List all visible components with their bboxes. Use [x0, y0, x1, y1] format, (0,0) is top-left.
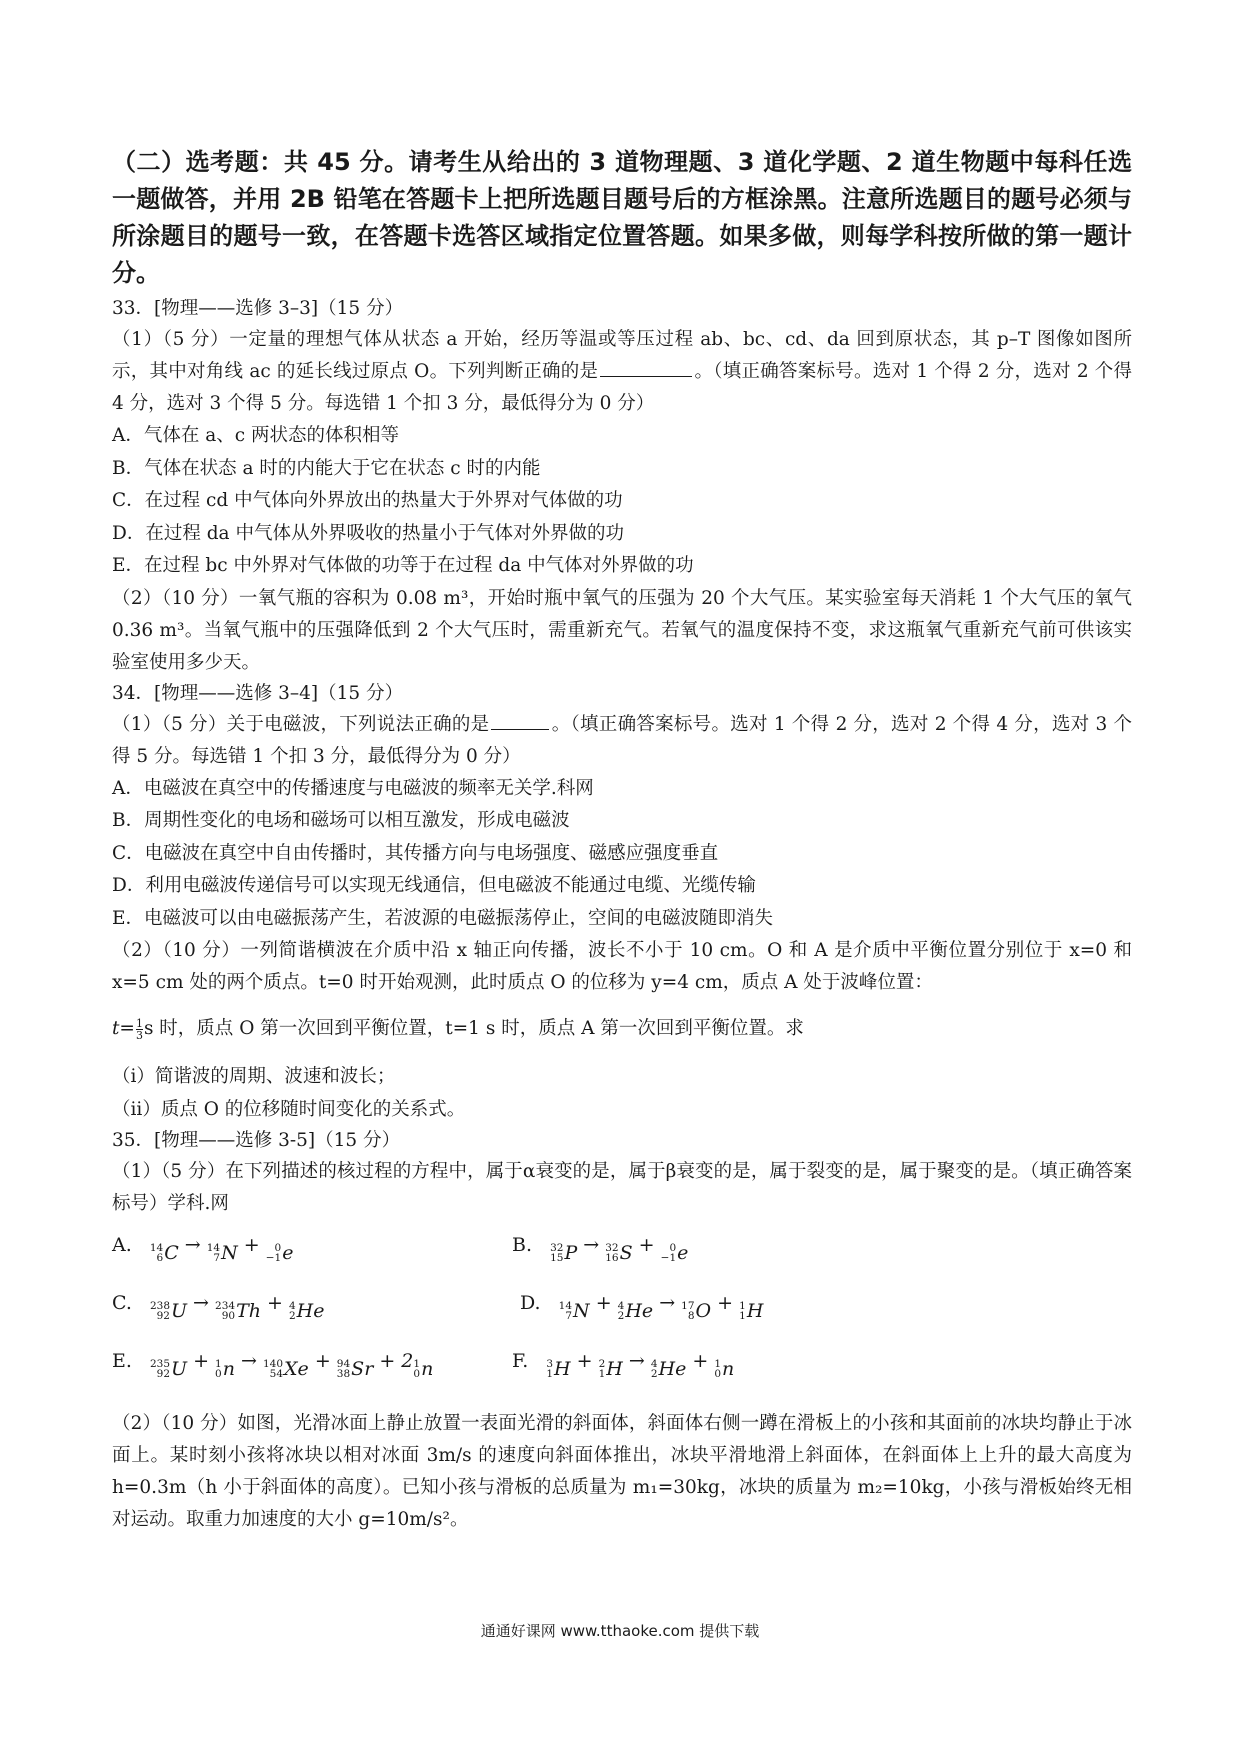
equation-b — [512, 1234, 1072, 1264]
q33-part1-text-b: 。（填正确答案标号。选对 1 个得 2 分，选对 2 个得 4 分，选对 3 个得 5 分。每选错 1 个扣 3 分，最低得分为 0 分） — [112, 361, 1132, 414]
q34-part1-text-b: 。（填正确答案标号。选对 1 个得 2 分，选对 2 个得 4 分，选对 3 个得 5 分。每选错 1 个扣 3 分，最低得分为 0 分） — [112, 713, 1132, 767]
q33-part1 — [112, 324, 1132, 420]
q34-part1-text-a: （1）（5 分）关于电磁波，下列说法正确的是 — [112, 713, 490, 735]
equation-label-d: D. — [520, 1292, 541, 1314]
q33-part1-text-a: （1）（5 分）一定量的理想气体从状态 a 开始，经历等温或等压过程 ab、bc、cd、da 回到原状态，其 p–T 图像如图所示，其中对角线 ac 的延长线过原点 O。下列判断正确的是 — [112, 329, 1132, 382]
equation-a-formula: 14 6 C → 14 7 N + 0 −1 e — [149, 1234, 294, 1264]
q34-sub-ii: （ii）质点 O 的位移随时间变化的关系式。 — [112, 1098, 466, 1120]
fraction-denominator: 3 — [135, 1028, 143, 1042]
q33-option-a: A．气体在 a、c 两状态的体积相等 — [112, 425, 400, 446]
q33-option-b: B．气体在状态 a 时的内能大于它在状态 c 时的内能 — [112, 457, 541, 479]
q35-title: 35．[物理——选修 3-5]（15 分） — [112, 1130, 401, 1151]
equation-d — [512, 1292, 1080, 1322]
answer-blank — [600, 358, 692, 377]
q35-part1: （1）（5 分）在下列描述的核过程的方程中，属于α衰变的是，属于β衰变的是，属于裂变的是，属于聚变的是。（填正确答案标号）学科.网 — [112, 1161, 1132, 1214]
fraction-one-third — [136, 1018, 143, 1041]
equation-row-2 — [112, 1278, 1132, 1336]
equation-b-formula: 32 15 P → 32 16 S + 0 −1 e — [550, 1234, 689, 1264]
q33-option-c: C．在过程 cd 中气体向外界放出的热量大于外界对气体做的功 — [112, 490, 623, 511]
equation-label-b: B. — [512, 1234, 533, 1256]
time-suffix: s 时，质点 O 第一次回到平衡位置，t=1 s 时，质点 A 第一次回到平衡位置。求 — [143, 1018, 804, 1039]
equation-f — [512, 1350, 1072, 1380]
section-intro: （二）选考题：共 45 分。请考生从给出的 3 道物理题、3 道化学题、2 道生物题中每科任选一题做答，并用 2B 铅笔在答题卡上把所选题目题号后的方框涂黑。注意所选题目的题号必须与所涂题目的题号一致，在答题卡选答区域指定位置答题。如果多做，则每学科按所做的第一题计分。 — [112, 148, 1132, 287]
equation-e — [112, 1350, 512, 1380]
equation-label-a: A. — [112, 1234, 132, 1256]
q34-option-c: C．电磁波在真空中自由传播时，其传播方向与电场强度、磁感应强度垂直 — [112, 842, 719, 864]
equation-label-c: C. — [112, 1292, 132, 1314]
q33-option-e: E．在过程 bc 中外界对气体做的功等于在过程 da 中气体对外界做的功 — [112, 555, 694, 576]
equation-e-formula: 235 92 U + 1 0 n → 140 54 Xe + 94 38 Sr + 2 1 0 n — [149, 1350, 434, 1380]
equation-label-e: E. — [112, 1350, 132, 1372]
page-footer: 通通好课网 www.tthaoke.com 提供下载 — [480, 1622, 760, 1640]
q33-title: 33．[物理——选修 3–3]（15 分） — [112, 298, 404, 319]
fraction-numerator: 1 — [135, 1016, 143, 1030]
equation-row-1 — [112, 1220, 1132, 1278]
equation-a — [112, 1234, 512, 1264]
answer-blank — [491, 711, 549, 730]
q34-title: 34．[物理——选修 3–4]（15 分） — [112, 682, 404, 704]
q33-part2: （2）（10 分）一氧气瓶的容积为 0.08 m³，开始时瓶中氧气的压强为 20 个大气压。某实验室每天消耗 1 个大气压的氧气 0.36 m³。当氧气瓶中的压强降低到 2 个大气压时，需重新充气。若氧气的温度保持不变，求这瓶氧气重新充气前可供该实验室使用多少天。 — [112, 587, 1132, 673]
q34-part1 — [112, 709, 1132, 773]
q34-part2: （2）（10 分）一列简谐横波在介质中沿 x 轴正向传播，波长不小于 10 cm。O 和 A 是介质中平衡位置分别位于 x=0 和 x=5 cm 处的两个质点。t=0 时开始观测，此时质点 O 的位移为 y=4 cm，质点 A 处于波峰位置： — [112, 940, 1132, 993]
equation-row-3 — [112, 1336, 1132, 1394]
equation-f-formula: 3 1 H + 2 1 H → 4 2 He + 1 0 n — [546, 1350, 735, 1380]
exam-page — [112, 144, 1132, 1536]
q34-option-b: B．周期性变化的电场和磁场可以相互激发，形成电磁波 — [112, 810, 570, 831]
equation-c — [112, 1292, 512, 1322]
equation-label-f: F. — [512, 1350, 529, 1372]
q35-part2: （2）（10 分）如图，光滑冰面上静止放置一表面光滑的斜面体，斜面体右侧一蹲在滑板上的小孩和其面前的冰块均静止于冰面上。某时刻小孩将冰块以相对冰面 3m/s 的速度向斜面体推出，冰块平滑地滑上斜面体，在斜面体上上升的最大高度为 h=0.3m（h 小于斜面体的高度）。已知小孩与滑板的总质量为 m₁=30kg，冰块的质量为 m₂=10kg，小孩与滑板始终无相对运动。取重力加速度的大小 g=10m/s²。 — [112, 1413, 1132, 1530]
q33-option-d: D．在过程 da 中气体从外界吸收的热量小于气体对外界做的功 — [112, 522, 624, 544]
time-prefix: t= — [112, 1018, 135, 1039]
q34-sub-i: （i）简谐波的周期、波速和波长； — [112, 1066, 396, 1087]
q34-option-d: D．利用电磁波传递信号可以实现无线通信，但电磁波不能通过电缆、光缆传输 — [112, 875, 756, 896]
equation-c-formula: 238 92 U → 234 90 Th + 4 2 He — [149, 1292, 325, 1322]
equation-d-formula: 14 7 N + 4 2 He → 17 8 O + 1 1 H — [558, 1292, 764, 1322]
q34-option-e: E．电磁波可以由电磁振荡产生，若波源的电磁振荡停止，空间的电磁波随即消失 — [112, 907, 774, 929]
q34-option-a: A．电磁波在真空中的传播速度与电磁波的频率无关学.科网 — [112, 777, 594, 799]
q34-part2-cont — [112, 1013, 1132, 1045]
